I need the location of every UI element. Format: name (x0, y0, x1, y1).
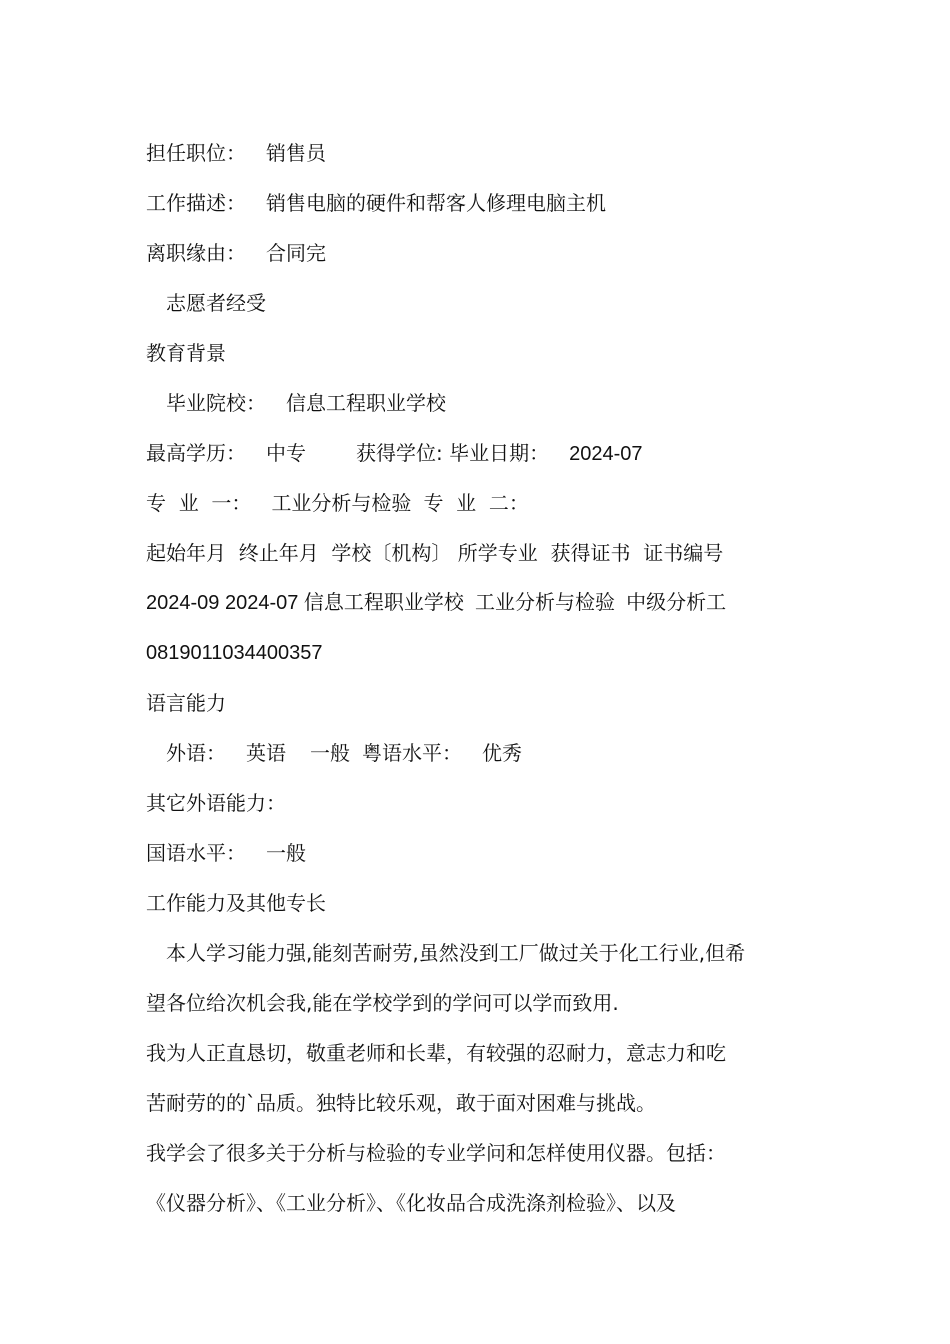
foreign-language-value: 英语 (246, 741, 286, 765)
foreign-language-level: 一般 (310, 741, 350, 765)
skills-heading: 工作能力及其他专长 (146, 891, 326, 915)
mandarin-label: 国语水平： (146, 841, 246, 865)
skills-paragraph-line-2: 望各位给次机会我,能在学校学到的学问可以学而致用. (146, 991, 619, 1015)
position-line (146, 128, 810, 178)
document-page (146, 128, 810, 1228)
knowledge-line-1: 我学会了很多关于分析与检验的专业学问和怎样使用仪器。包括： (146, 1141, 726, 1165)
personality-line-1: 我为人正直恳切，敬重老师和长辈，有较强的忍耐力，意志力和吃 (146, 1041, 726, 1065)
education-table-row: 2024-09 2024-07 信息工程职业学校 工业分析与检验 中级分析工 (146, 592, 727, 614)
foreign-language-line (146, 728, 810, 778)
school-line (146, 378, 810, 428)
position-value: 销售员 (266, 141, 326, 165)
skills-paragraph-line-1: 本人学习能力强,能刻苦耐劳,虽然没到工厂做过关于化工行业,但希 (166, 941, 746, 965)
major-line (146, 478, 810, 528)
leave-reason-line (146, 228, 810, 278)
highest-education-value: 中专 (266, 441, 306, 465)
position-label: 担任职位： (146, 141, 246, 165)
highest-education-label: 最高学历： (146, 441, 246, 465)
job-description-label: 工作描述： (146, 191, 246, 215)
cantonese-label: 粤语水平： (362, 741, 462, 765)
mandarin-line (146, 828, 810, 878)
cantonese-value: 优秀 (482, 741, 522, 765)
major1-value: 工业分析与检验 (271, 491, 412, 515)
other-languages-line: 其它外语能力： (146, 791, 286, 815)
leave-reason-value: 合同完 (266, 241, 326, 265)
education-table-header: 起始年月 终止年月 学校〔机构〕 所学专业 获得证书 证书编号 (146, 541, 724, 565)
school-label: 毕业院校： (166, 391, 266, 415)
job-description-value: 销售电脑的硬件和帮客人修理电脑主机 (266, 191, 606, 215)
knowledge-line-2: 《仪器分析》、《工业分析》、《化妆品合成洗涤剂检验》、以及 (146, 1191, 676, 1215)
graduation-date: 2024-07 (569, 443, 643, 465)
personality-line-2: 苦耐劳的的`品质。独特比较乐观，敢于面对困难与挑战。 (146, 1091, 656, 1115)
leave-reason-label: 离职缘由： (146, 241, 246, 265)
major2-label: 专 业 二： (423, 491, 529, 515)
school-value: 信息工程职业学校 (286, 391, 446, 415)
degree-line (146, 428, 810, 478)
volunteer-heading: 志愿者经受 (166, 291, 266, 315)
language-heading: 语言能力 (146, 691, 226, 715)
mandarin-value: 一般 (266, 841, 306, 865)
education-heading: 教育背景 (146, 341, 226, 365)
major1-label: 专 业 一： (146, 491, 252, 515)
job-description-line (146, 178, 810, 228)
certificate-number: 0819011034400357 (146, 642, 323, 664)
degree-date-label: 获得学位: 毕业日期： (356, 441, 550, 465)
foreign-language-label: 外语： (166, 741, 226, 765)
